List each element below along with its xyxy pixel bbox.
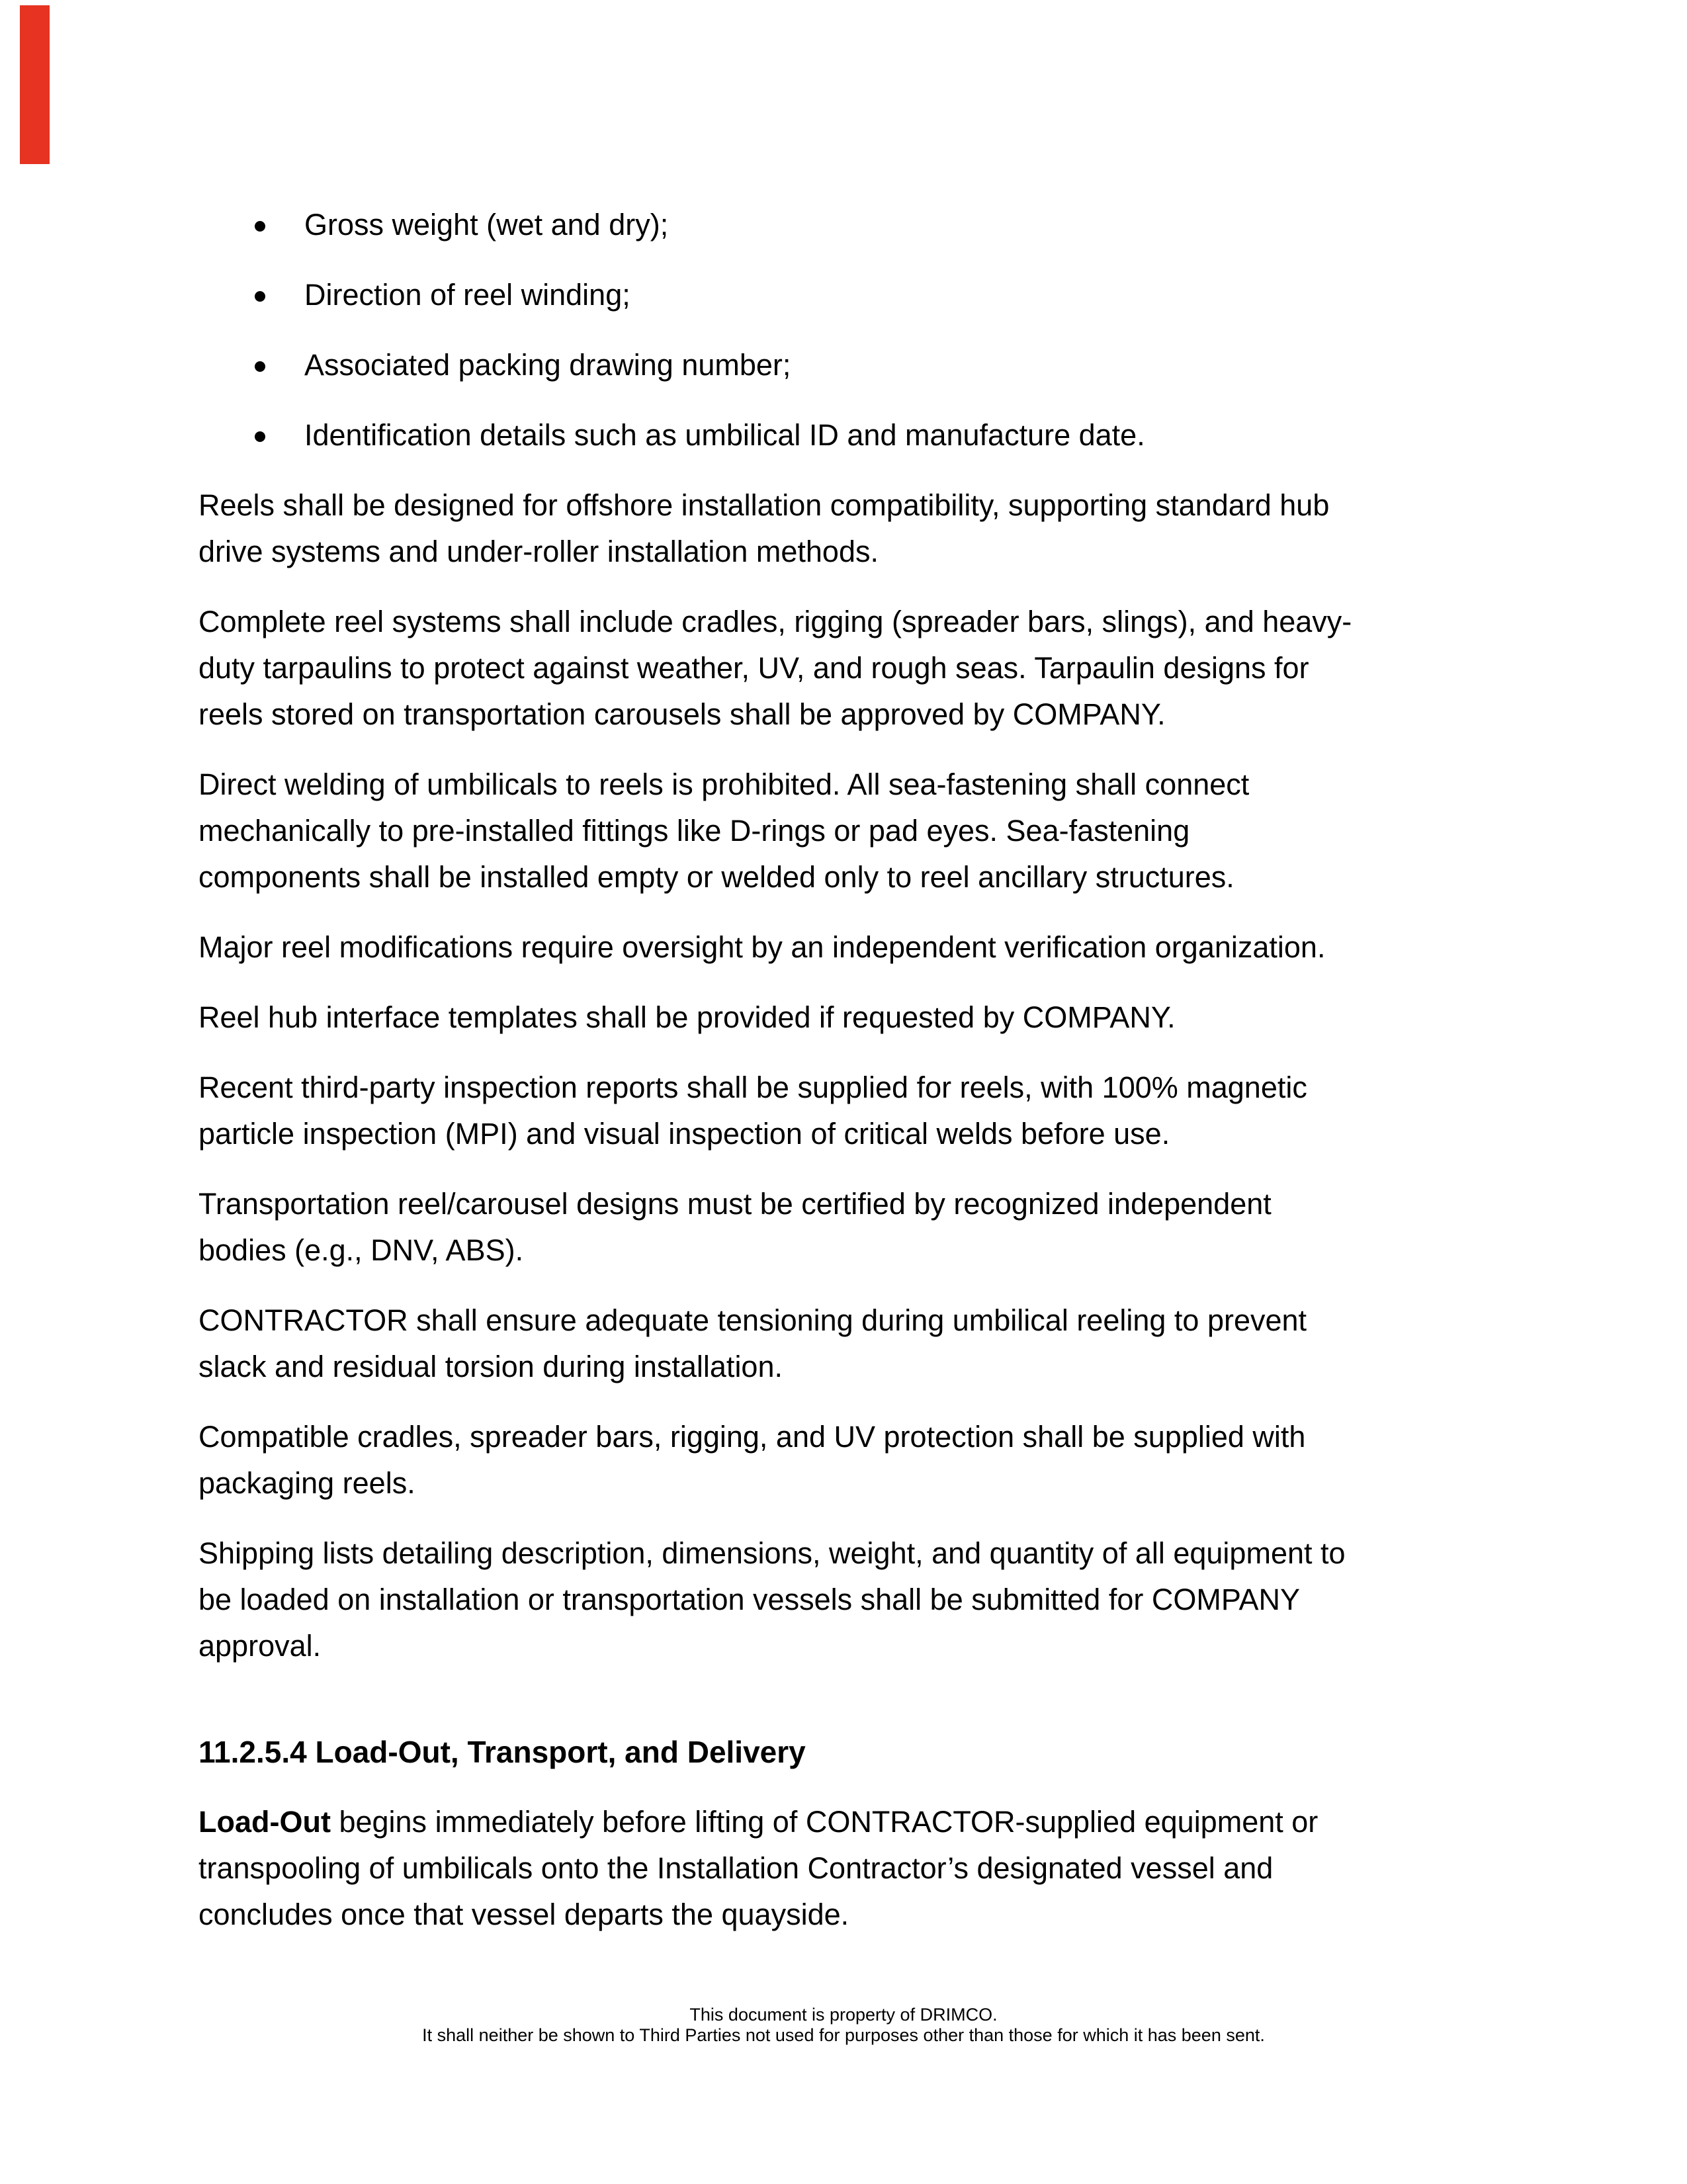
paragraph-line: mechanically to pre-installed fittings like D-rings or pad eyes. Sea-fastening — [198, 814, 1190, 848]
paragraph-line: Reels shall be designed for offshore installation compatibility, supporting standard hub — [198, 488, 1330, 522]
paragraph — [198, 1297, 1515, 1390]
paragraph-line: components shall be installed empty or welded only to reel ancillary structures. — [198, 860, 1234, 894]
paragraph — [198, 599, 1515, 738]
paragraph-line: Major reel modifications require oversight by an independent verification organization. — [198, 930, 1326, 964]
footer-line-2: It shall neither be shown to Third Parties not used for purposes other than those for which it has been sent. — [422, 2025, 1265, 2045]
footer-line-1: This document is property of DRIMCO. — [689, 2005, 998, 2025]
document-body — [198, 202, 1515, 1962]
list-item-text: Identification details such as umbilical ID and manufacture date. — [304, 418, 1145, 452]
paragraph-line: Complete reel systems shall include cradles, rigging (spreader bars, slings), and heavy- — [198, 605, 1352, 638]
loadout-bold-term: Load-Out — [198, 1805, 331, 1839]
paragraph — [198, 482, 1515, 575]
paragraph — [198, 994, 1515, 1041]
paragraph-line: approval. — [198, 1629, 322, 1663]
list-item-text: Gross weight (wet and dry); — [304, 208, 669, 241]
paragraph — [198, 1181, 1515, 1274]
paragraph — [198, 762, 1515, 900]
list-item-text: Associated packing drawing number; — [304, 348, 791, 382]
paragraph — [198, 924, 1515, 971]
list-item — [198, 342, 1515, 388]
paragraph-line: particle inspection (MPI) and visual inspection of critical welds before use. — [198, 1117, 1170, 1151]
paragraph-loadout — [198, 1799, 1515, 1938]
paragraph-line: reels stored on transportation carousels shall be approved by COMPANY. — [198, 697, 1166, 731]
list-item — [198, 202, 1515, 248]
list-item — [198, 272, 1515, 318]
paragraph-line: Recent third-party inspection reports shall be supplied for reels, with 100% magnetic — [198, 1070, 1307, 1104]
paragraph-line: drive systems and under-roller installation methods. — [198, 535, 879, 568]
paragraph-line: CONTRACTOR shall ensure adequate tensioning during umbilical reeling to prevent — [198, 1303, 1307, 1337]
bullet-dot-icon — [255, 431, 265, 442]
paragraph-line: Reel hub interface templates shall be provided if requested by COMPANY. — [198, 1000, 1176, 1034]
red-marker-bar — [20, 5, 50, 164]
page-footer — [0, 2005, 1687, 2046]
paragraph-line: concludes once that vessel departs the quayside. — [198, 1898, 849, 1931]
paragraph-line: packaging reels. — [198, 1466, 415, 1500]
paragraph-line: be loaded on installation or transportation vessels shall be submitted for COMPANY — [198, 1583, 1301, 1616]
paragraph-line: Direct welding of umbilicals to reels is prohibited. All sea-fastening shall connect — [198, 767, 1250, 801]
paragraph-line: transpooling of umbilicals onto the Installation Contractor’s designated vessel and — [198, 1851, 1274, 1885]
paragraph-line: bodies (e.g., DNV, ABS). — [198, 1233, 524, 1267]
paragraph-line — [198, 1799, 1515, 1845]
paragraph-line: Compatible cradles, spreader bars, rigging, and UV protection shall be supplied with — [198, 1420, 1306, 1454]
bullet-dot-icon — [255, 291, 265, 302]
bullet-list — [198, 202, 1515, 459]
paragraph-line-text: begins immediately before lifting of CONTRACTOR-supplied equipment or — [330, 1805, 1319, 1839]
bullet-dot-icon — [255, 221, 265, 232]
list-item-text: Direction of reel winding; — [304, 278, 630, 312]
bullet-dot-icon — [255, 361, 265, 372]
list-item — [198, 412, 1515, 459]
paragraph-line: slack and residual torsion during installation. — [198, 1350, 783, 1383]
paragraph-line: Transportation reel/carousel designs must be certified by recognized independent — [198, 1187, 1272, 1221]
paragraph — [198, 1065, 1515, 1157]
paragraph-line: duty tarpaulins to protect against weather, UV, and rough seas. Tarpaulin designs for — [198, 651, 1309, 685]
paragraph-line: Shipping lists detailing description, dimensions, weight, and quantity of all equipment to — [198, 1536, 1346, 1570]
paragraph — [198, 1414, 1515, 1507]
paragraph — [198, 1530, 1515, 1669]
section-heading: 11.2.5.4 Load-Out, Transport, and Delivery — [198, 1735, 806, 1769]
